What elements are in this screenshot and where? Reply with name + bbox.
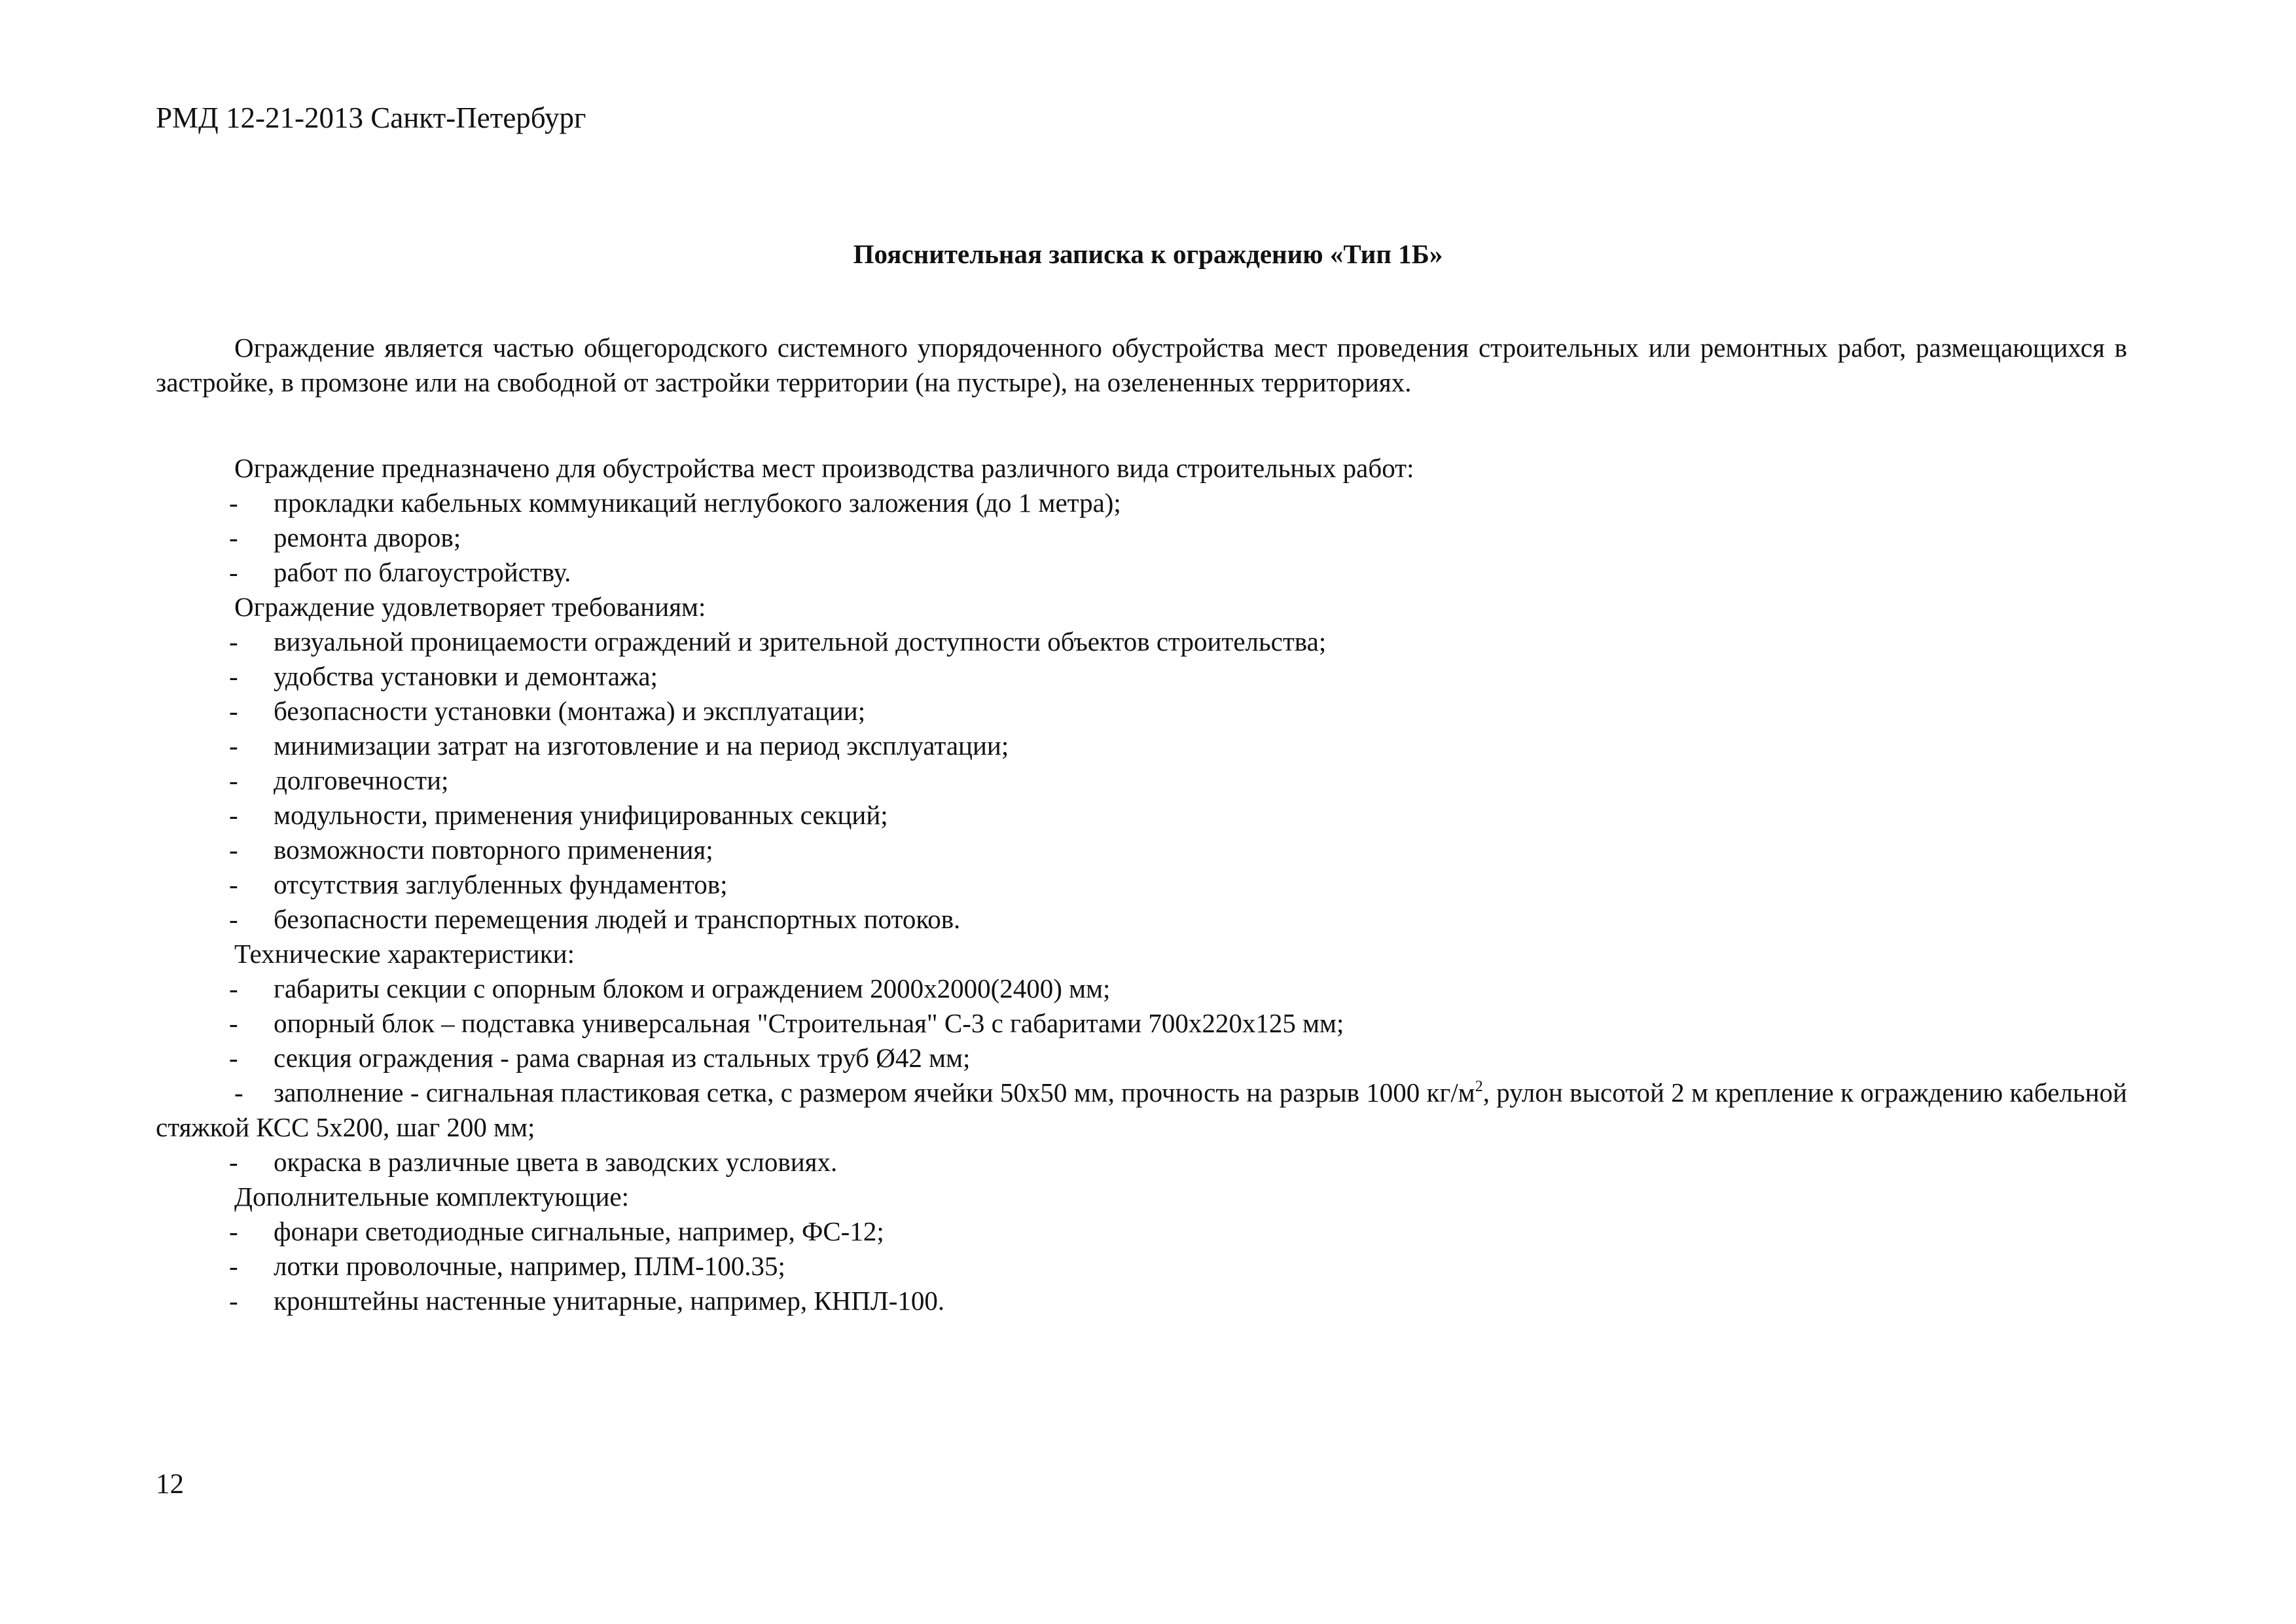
list-item-text: кронштейны настенные унитарные, например, КНПЛ-100. bbox=[274, 1286, 945, 1316]
list-item-wrapped bbox=[156, 1075, 2127, 1145]
list-item-text: безопасности перемещения людей и транспортных потоков. bbox=[274, 904, 961, 934]
list-item-text: модульности, применения унифицированных секций; bbox=[274, 800, 888, 830]
list-item-text: безопасности установки (монтажа) и эксплуатации; bbox=[274, 696, 866, 726]
list-dash: - bbox=[229, 800, 238, 830]
list-item bbox=[156, 659, 2127, 694]
list-dash: - bbox=[229, 522, 238, 552]
list-item bbox=[156, 971, 2127, 1006]
list-item bbox=[156, 1249, 2127, 1284]
document-header: РМД 12-21-2013 Санкт-Петербург bbox=[156, 101, 586, 134]
list-item-text: лотки проволочные, например, ПЛМ-100.35; bbox=[274, 1251, 785, 1281]
specs-intro: Технические характеристики: bbox=[234, 939, 575, 969]
list-dash: - bbox=[229, 488, 238, 518]
list-item-text: секция ограждения - рама сварная из стальных труб Ø42 мм; bbox=[274, 1043, 971, 1073]
intro-paragraph: Ограждение является частью общегородского системного упорядоченного обустройства мест проведения строительных или ремонтных работ, размещающихся в застройке, в промзоне или на свободной от застройки территории (на пустыре), на озелененных территориях. bbox=[156, 333, 2127, 397]
requirements-intro: Ограждение удовлетворяет требованиям: bbox=[234, 592, 706, 622]
list-item bbox=[156, 1006, 2127, 1041]
list-dash: - bbox=[229, 1286, 238, 1316]
purpose-intro: Ограждение предназначено для обустройства мест производства различного вида строительных работ: bbox=[234, 453, 1414, 483]
list-dash: - bbox=[229, 1147, 238, 1177]
list-item bbox=[156, 520, 2127, 555]
list-item-text: габариты секции с опорным блоком и ограждением 2000х2000(2400) мм; bbox=[274, 973, 1111, 1003]
list-item-text: удобства установки и демонтажа; bbox=[274, 661, 658, 691]
list-item-text: минимизации затрат на изготовление и на период эксплуатации; bbox=[274, 731, 1009, 761]
list-item bbox=[156, 763, 2127, 798]
superscript: 2 bbox=[1475, 1078, 1483, 1095]
spacer bbox=[156, 400, 2127, 451]
list-dash: - bbox=[234, 1077, 243, 1108]
list-dash: - bbox=[229, 1008, 238, 1038]
list-dash: - bbox=[229, 765, 238, 795]
list-dash: - bbox=[229, 1251, 238, 1281]
list-item bbox=[156, 624, 2127, 659]
list-item bbox=[156, 833, 2127, 867]
list-item bbox=[156, 1041, 2127, 1075]
list-item-text: окраска в различные цвета в заводских условиях. bbox=[274, 1147, 838, 1177]
list-item-text: , рулон высотой 2 м крепление к ограждению кабельной стяжкой КСС 5х200, шаг 200 мм; bbox=[156, 1077, 2127, 1142]
list-dash: - bbox=[229, 1216, 238, 1246]
document-body bbox=[156, 331, 2127, 1318]
list-item-text: прокладки кабельных коммуникаций неглубокого заложения (до 1 метра); bbox=[274, 488, 1121, 518]
list-item-text: опорный блок – подставка универсальная "Строительная" С-3 с габаритами 700х220х125 мм; bbox=[274, 1008, 1344, 1038]
list-dash: - bbox=[229, 973, 238, 1003]
list-item bbox=[156, 798, 2127, 833]
extras-intro: Дополнительные комплектующие: bbox=[234, 1182, 630, 1212]
list-item bbox=[156, 1214, 2127, 1249]
list-dash: - bbox=[229, 626, 238, 657]
list-dash: - bbox=[229, 835, 238, 865]
list-item-text: визуальной проницаемости ограждений и зрительной доступности объектов строительства; bbox=[274, 626, 1327, 657]
list-item-text: отсутствия заглубленных фундаментов; bbox=[274, 869, 728, 899]
list-item-text: работ по благоустройству. bbox=[274, 557, 571, 587]
list-dash: - bbox=[229, 904, 238, 934]
list-dash: - bbox=[229, 731, 238, 761]
list-item-text: ремонта дворов; bbox=[274, 522, 461, 552]
document-title: Пояснительная записка к ограждению «Тип 1Б» bbox=[853, 239, 1443, 269]
list-item bbox=[156, 694, 2127, 729]
list-dash: - bbox=[229, 869, 238, 899]
list-item bbox=[156, 902, 2127, 937]
list-dash: - bbox=[229, 1043, 238, 1073]
list-item bbox=[156, 555, 2127, 590]
list-item bbox=[156, 486, 2127, 520]
page-number: 12 bbox=[156, 1469, 184, 1500]
list-item-text: заполнение - сигнальная пластиковая сетка, с размером ячейки 50х50 мм, прочность на разрыв 1000 кг/м bbox=[274, 1077, 1475, 1108]
list-item-text: фонари светодиодные сигнальные, например, ФС-12; bbox=[274, 1216, 884, 1246]
list-item-text: долговечности; bbox=[274, 765, 449, 795]
list-item bbox=[156, 1284, 2127, 1318]
list-item bbox=[156, 1145, 2127, 1180]
list-dash: - bbox=[229, 696, 238, 726]
list-dash: - bbox=[229, 557, 238, 587]
list-item-text: возможности повторного применения; bbox=[274, 835, 713, 865]
list-item bbox=[156, 867, 2127, 902]
list-item bbox=[156, 729, 2127, 763]
list-dash: - bbox=[229, 661, 238, 691]
